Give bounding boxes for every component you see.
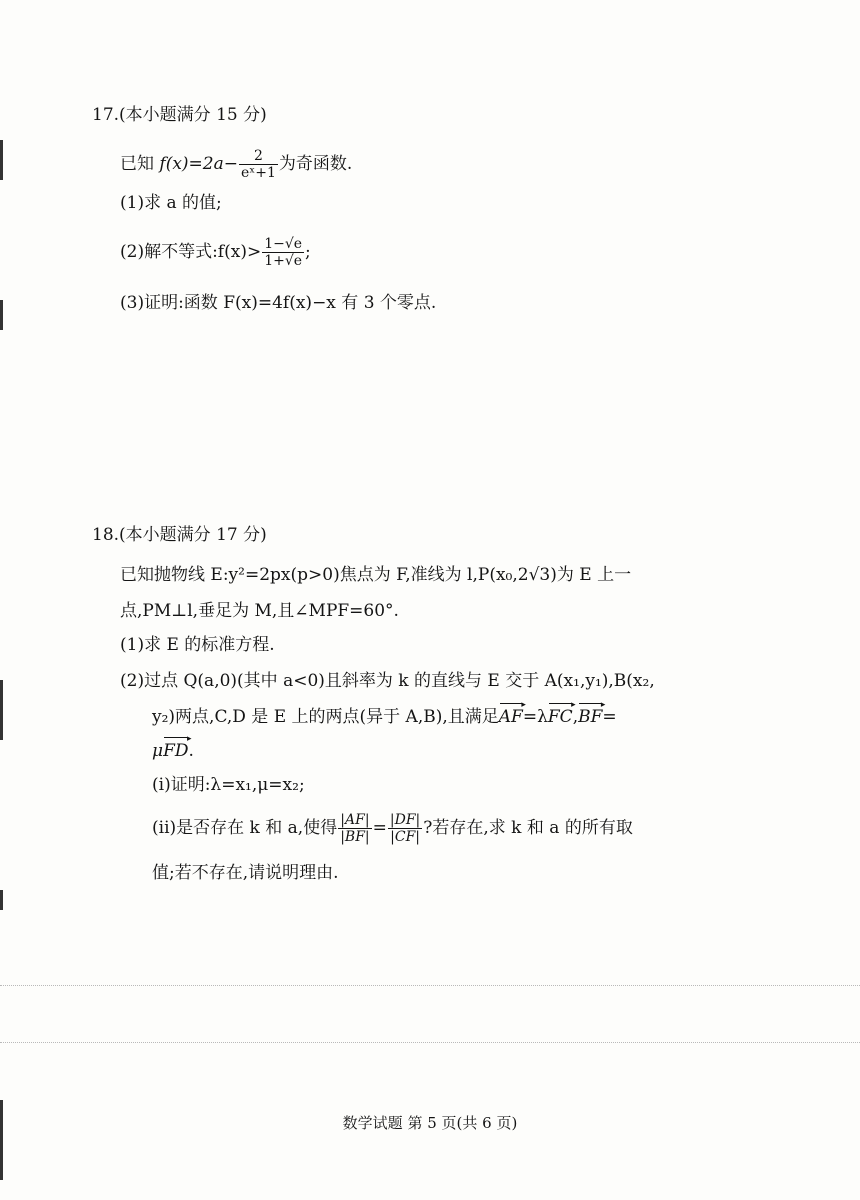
q18-stem-line1: 已知抛物线 E:y²=2px(p>0)焦点为 F,准线为 l,P(x₀,2√3)为 E 上一	[120, 565, 632, 585]
q17-part1: (1)求 a 的值;	[120, 193, 222, 213]
q18-header: 18.(本小题满分 17 分)	[92, 525, 267, 545]
eq-lambda: =λ	[522, 707, 548, 727]
q18-part2-line1: (2)过点 Q(a,0)(其中 a<0)且斜率为 k 的直线与 E 交于 A(x₁,y₁),B(x₂,	[120, 671, 655, 691]
q18-sub-ii	[152, 812, 633, 845]
scan-edge-mark	[0, 680, 3, 740]
q17-part2-fraction	[262, 236, 304, 269]
q17-part2	[120, 236, 311, 269]
q18-stem-line2: 点,PM⊥l,垂足为 M,且∠MPF=60°.	[120, 601, 399, 621]
q18-part2-line2	[152, 706, 617, 728]
q17-stem-prefix: 已知	[120, 154, 160, 174]
q18-part1: (1)求 E 的标准方程.	[120, 635, 275, 655]
scan-edge-mark	[0, 890, 3, 910]
q17-stem-fraction	[239, 148, 278, 181]
vector-fc: FC ▸	[548, 706, 573, 728]
q17-stem-frac-den: eˣ+1	[241, 165, 276, 181]
mu-symbol: μ	[152, 741, 164, 761]
q17-stem-function: f(x)=2a−	[159, 154, 238, 174]
ratio-df-cf-den: |CF|	[390, 829, 420, 845]
equals-sign: =	[372, 818, 387, 838]
page-footer: 数学试题 第 5 页(共 6 页)	[342, 1114, 518, 1132]
q17-stem-frac-num: 2	[239, 148, 278, 165]
q18-sub-ii-prefix: (ii)是否存在 k 和 a,使得	[152, 818, 338, 838]
comma: ,	[572, 707, 579, 727]
vector-fd: FD ▸	[163, 740, 188, 762]
fold-line	[0, 985, 860, 986]
q17-part2-frac-num: 1−√e	[264, 236, 303, 252]
q17-part2-suffix: ;	[305, 242, 311, 262]
eq-mu-end: =	[602, 707, 617, 727]
ratio-df-cf	[388, 812, 422, 845]
q17-stem-suffix: 为奇函数.	[278, 154, 353, 174]
fold-line	[0, 1042, 860, 1043]
q17-part2-prefix: (2)解不等式:f(x)>	[120, 242, 262, 262]
q18-part2-line2-prefix: y₂)两点,C,D 是 E 上的两点(异于 A,B),且满足	[152, 707, 499, 727]
q18-sub-ii-suffix: ?若存在,求 k 和 a 的所有取	[423, 818, 633, 838]
q17-part2-frac-den: 1+√e	[264, 253, 303, 269]
period: .	[188, 741, 194, 761]
q18-sub-i: (i)证明:λ=x₁,μ=x₂;	[152, 775, 305, 795]
q18-part2-line3	[152, 740, 194, 762]
scan-edge-mark	[0, 300, 3, 330]
q18-sub-ii-line2: 值;若不存在,请说明理由.	[152, 863, 339, 883]
ratio-af-bf-num: |AF|	[338, 812, 371, 829]
q17-header: 17.(本小题满分 15 分)	[92, 105, 267, 125]
ratio-af-bf-den: |BF|	[340, 829, 370, 845]
q17-stem	[120, 148, 352, 181]
vector-af: AF ▸	[499, 706, 523, 728]
ratio-af-bf	[338, 812, 371, 845]
scan-edge-mark	[0, 140, 3, 180]
ratio-df-cf-num: |DF|	[389, 812, 421, 828]
vector-bf: BF ▸	[578, 706, 602, 728]
q17-part3: (3)证明:函数 F(x)=4f(x)−x 有 3 个零点.	[120, 293, 437, 313]
